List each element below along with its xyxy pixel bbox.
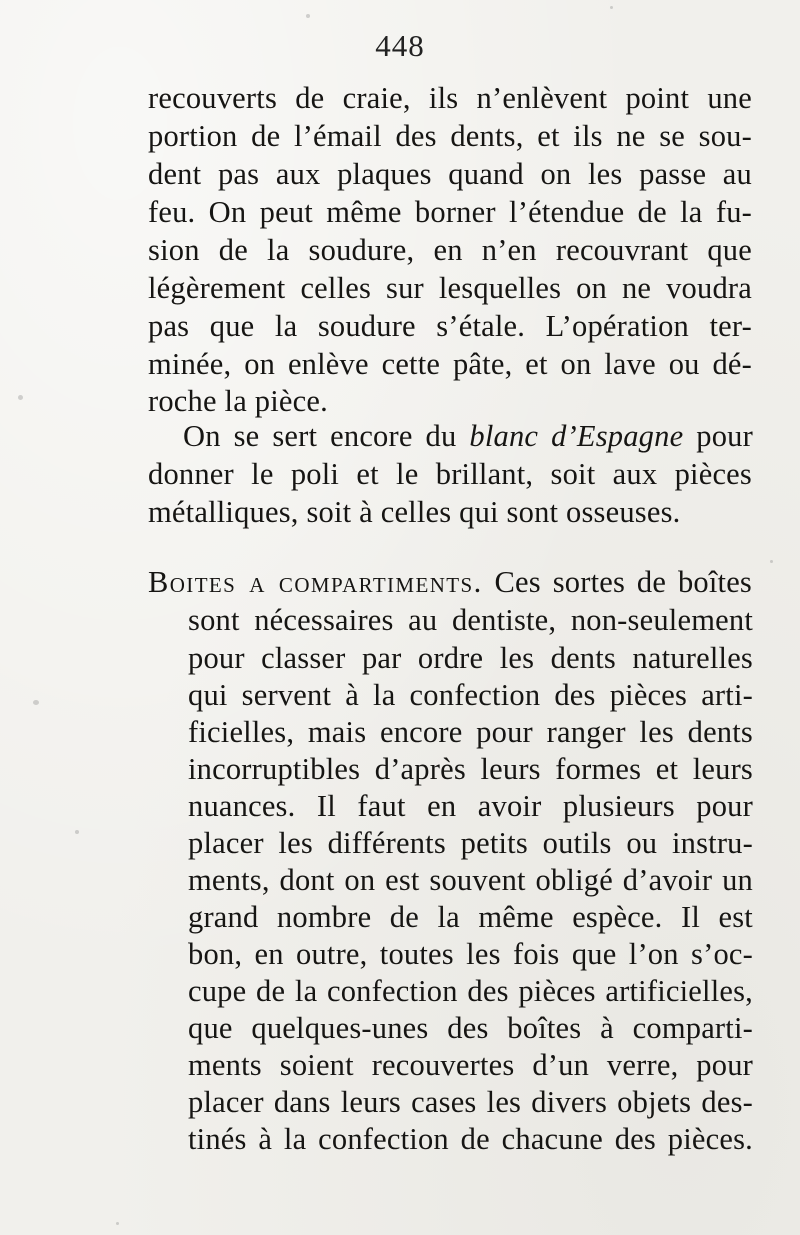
text-line: roche la pièce. <box>148 384 328 418</box>
text-line: pas que la soudure s’étale. L’opération ter- <box>148 309 752 343</box>
text-line: dent pas aux plaques quand on les passe au <box>148 157 752 191</box>
text-segment: pour <box>683 419 753 453</box>
text-line: placer dans leurs cases les divers objets des- <box>188 1085 753 1119</box>
text-segment: On se sert encore du <box>183 419 470 453</box>
text-line: cupe de la confection des pièces artificielles, <box>188 974 753 1008</box>
text-line: métalliques, soit à celles qui sont osseuses. <box>148 495 681 529</box>
text-line: que quelques-unes des boîtes à comparti- <box>188 1011 753 1045</box>
entry-first-line <box>148 564 752 600</box>
text-line <box>183 418 753 454</box>
text-line: minée, on enlève cette pâte, et on lave ou dé- <box>148 347 752 381</box>
page-number: 448 <box>375 28 425 63</box>
text-line: nuances. Il faut en avoir plusieurs pour <box>188 789 753 823</box>
text-line: recouverts de craie, ils n’enlèvent point une <box>148 81 752 115</box>
text-line: sont nécessaires au dentiste, non-seulement <box>188 603 753 637</box>
text-line: placer les différents petits outils ou instru- <box>188 826 753 860</box>
text-line: pour classer par ordre les dents naturelles <box>188 641 753 675</box>
text-line: ments, dont on est souvent obligé d’avoir un <box>188 863 753 897</box>
text-line: grand nombre de la même espèce. Il est <box>188 900 753 934</box>
entry-heading: Boites a compartiments. <box>148 565 483 599</box>
text-line: ments soient recouvertes d’un verre, pour <box>188 1048 753 1082</box>
text-line: portion de l’émail des dents, et ils ne se sou- <box>148 119 752 153</box>
text-segment: Ces sortes de boîtes <box>482 565 753 599</box>
text-line: légèrement celles sur lesquelles on ne voudra <box>148 271 752 305</box>
text-line: bon, en outre, toutes les fois que l’on s’oc- <box>188 937 753 971</box>
italic-term: blanc d’Espagne <box>469 419 684 453</box>
text-line: feu. On peut même borner l’étendue de la fu- <box>148 195 752 229</box>
text-line: ficielles, mais encore pour ranger les dents <box>188 715 753 749</box>
text-line: incorruptibles d’après leurs formes et leurs <box>188 752 753 786</box>
text-line: donner le poli et le brillant, soit aux pièces <box>148 457 752 491</box>
text-line: tinés à la confection de chacune des pièces. <box>188 1122 753 1156</box>
text-line: sion de la soudure, en n’en recouvrant que <box>148 233 752 267</box>
text-line: qui servent à la confection des pièces arti- <box>188 678 753 712</box>
